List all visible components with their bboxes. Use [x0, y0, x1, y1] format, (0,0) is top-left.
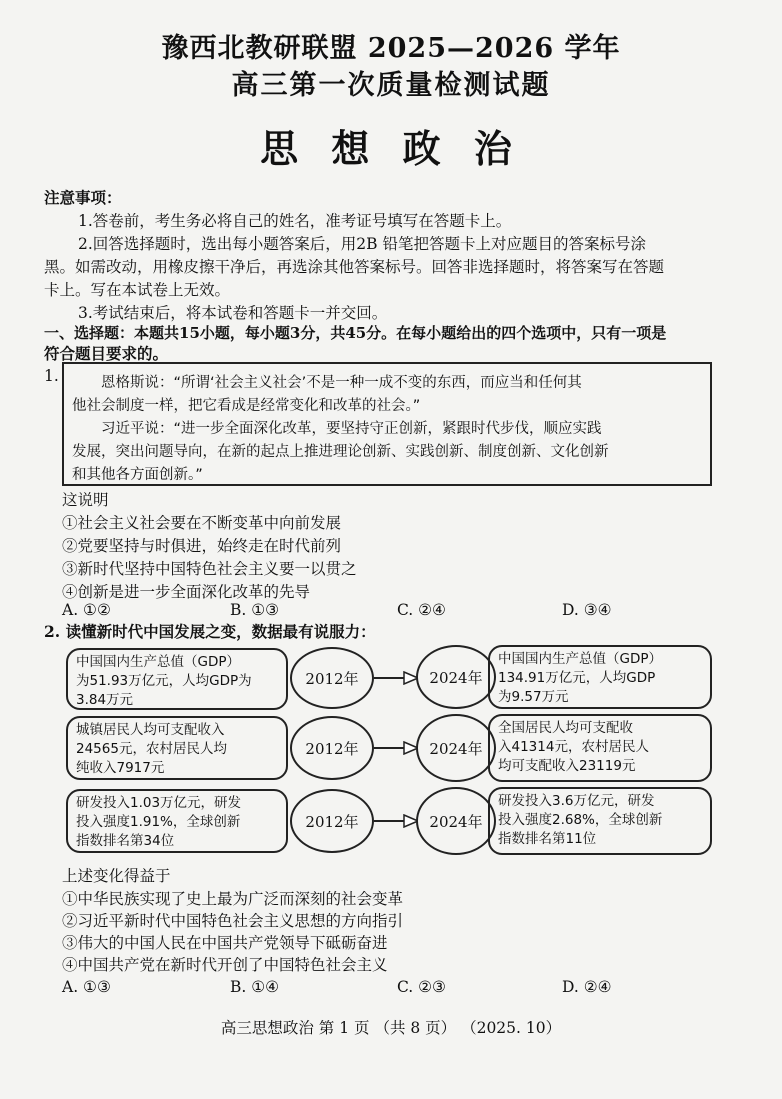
box-line: 投入强度2.68%，全球创新	[498, 812, 663, 828]
box-line: 中国国内生产总值（GDP）	[498, 651, 662, 667]
box-line: 指数排名第34位	[76, 833, 175, 849]
statement: ②习近平新时代中国特色社会主义思想的方向指引	[62, 912, 404, 930]
box-line: 投入强度1.91%，全球创新	[76, 814, 241, 830]
data-box-2024-gdp	[488, 645, 712, 709]
notice-item: 卡上。写在本试卷上无效。	[44, 281, 231, 299]
option-b: B. ①③	[230, 601, 280, 619]
box-line: 134.91万亿元，人均GDP	[498, 670, 656, 686]
box-line: 指数排名第11位	[498, 831, 597, 847]
notice-title: 注意事项：	[44, 188, 122, 207]
year-circle-2024: 2024年	[416, 645, 496, 709]
box-line: 纯收入7917元	[76, 760, 165, 776]
quote-line: 发展，突出问题导向，在新的起点上推进理论创新、实践创新、制度创新、文化创新	[72, 444, 609, 460]
notice-item: 3.考试结束后，将本试卷和答题卡一并交回。	[78, 304, 388, 322]
option-c: C. ②④	[397, 601, 446, 619]
notice-item: 黑。如需改动，用橡皮擦干净后，再选涂其他答案标号。回答非选择题时，将答案写在答题	[44, 258, 665, 276]
year-circle-2024: 2024年	[416, 714, 496, 782]
quote-line: 恩格斯说：“所谓‘社会主义社会’不是一种一成不变的东西，而应当和任何其	[101, 375, 582, 391]
year-circle-2024: 2024年	[416, 787, 496, 855]
quote-box	[62, 362, 712, 486]
question-number: 1.	[44, 367, 59, 385]
option-a: A. ①②	[62, 601, 111, 619]
statement: ④创新是进一步全面深化改革的先导	[62, 583, 311, 601]
option-b: B. ①④	[230, 978, 280, 996]
box-line: 研发投入3.6万亿元，研发	[498, 793, 655, 809]
box-line: 全国居民人均可支配收	[498, 720, 633, 736]
question-stem: 上述变化得益于	[62, 867, 171, 885]
year-circle-2012: 2012年	[290, 647, 374, 709]
notice-item: 2.回答选择题时，选出每小题答案后，用2B 铅笔把答题卡上对应题目的答案标号涂	[78, 235, 646, 253]
box-line: 研发投入1.03万亿元，研发	[76, 795, 242, 811]
box-line: 城镇居民人均可支配收入	[76, 722, 225, 738]
exam-series-title: 豫西北教研联盟 2025—2026 学年	[161, 33, 621, 64]
section-heading-cont: 符合题目要求的。	[44, 344, 169, 363]
quote-line: 习近平说：“进一步全面深化改革，要坚持守正创新，紧跟时代步伐，顺应实践	[101, 421, 602, 437]
data-box-2012-gdp	[66, 648, 288, 710]
section-heading: 一、选择题：本题共15小题，每小题3分，共45分。在每小题给出的四个选项中，只有一项是	[44, 324, 667, 342]
statement: ③新时代坚持中国特色社会主义要一以贯之	[62, 560, 357, 578]
box-line: 24565元，农村居民人均	[76, 741, 227, 757]
box-line: 入41314元，农村居民人	[498, 739, 649, 755]
year-circle-2012: 2012年	[290, 789, 374, 853]
box-line: 均可支配收入23119元	[498, 758, 636, 774]
notice-item: 1.答卷前，考生务必将自己的姓名，准考证号填写在答题卡上。	[78, 212, 512, 230]
question-stem: 这说明	[62, 491, 109, 509]
data-box-2012-rnd	[66, 789, 288, 853]
statement: ①中华民族实现了史上最为广泛而深刻的社会变革	[62, 890, 404, 908]
statement: ④中国共产党在新时代开创了中国特色社会主义	[62, 956, 388, 974]
quote-line: 他社会制度一样，把它看成是经常变化和改革的社会。”	[72, 398, 421, 414]
box-line: 为9.57万元	[498, 689, 569, 705]
box-line: 3.84万元	[76, 692, 134, 708]
box-line: 为51.93万亿元，人均GDP为	[76, 673, 252, 689]
quote-line: 和其他各方面创新。”	[72, 467, 203, 483]
statement: ①社会主义社会要在不断变革中向前发展	[62, 514, 342, 532]
option-a: A. ①③	[62, 978, 111, 996]
statement: ③伟大的中国人民在中国共产党领导下砥砺奋进	[62, 934, 388, 952]
arrow-icon	[374, 671, 418, 685]
arrow-icon	[374, 814, 418, 828]
year-circle-2012: 2012年	[290, 716, 374, 780]
option-c: C. ②③	[397, 978, 446, 996]
page-footer: 高三思想政治 第 1 页 （共 8 页） （2025. 10）	[220, 1019, 562, 1037]
subject-title: 思 想 政 治	[260, 127, 522, 171]
option-d: D. ③④	[562, 601, 612, 619]
question-stem: 2. 读懂新时代中国发展之变，数据最有说服力：	[44, 622, 376, 641]
exam-title: 高三第一次质量检测试题	[231, 70, 551, 101]
box-line: 中国国内生产总值（GDP）	[76, 654, 240, 670]
data-box-2012-income	[66, 716, 288, 780]
option-d: D. ②④	[562, 978, 612, 996]
data-box-2024-income	[488, 714, 712, 782]
arrow-icon	[374, 741, 418, 755]
data-box-2024-rnd	[488, 787, 712, 855]
statement: ②党要坚持与时俱进，始终走在时代前列	[62, 537, 342, 555]
